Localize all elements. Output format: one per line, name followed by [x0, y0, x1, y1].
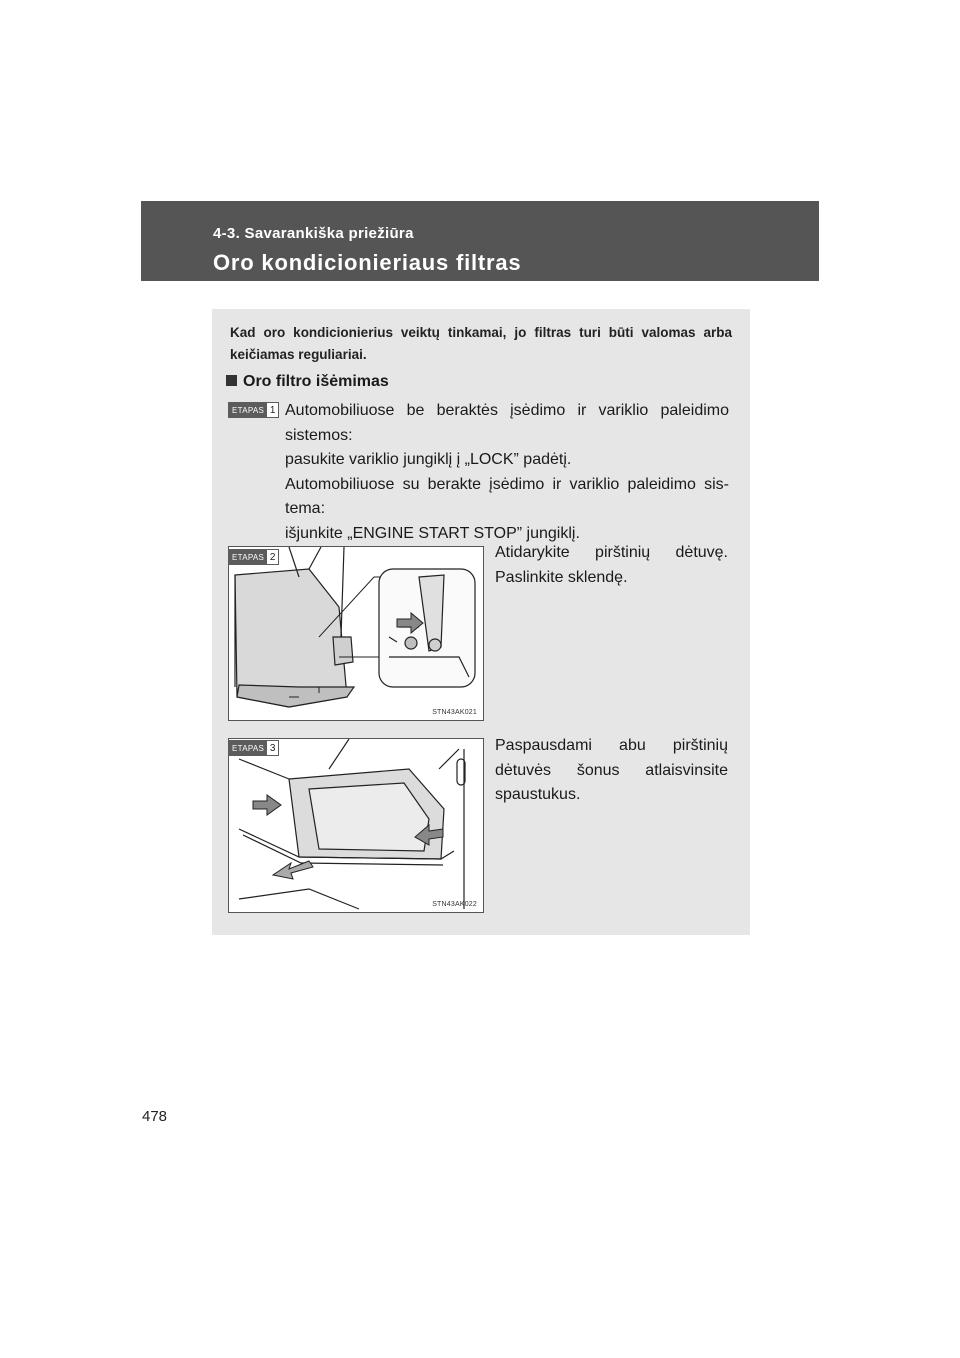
content-box — [212, 309, 750, 935]
step-2-text: Atidarykite pirštinių dėtuvę. Paslinkite sklendę. — [495, 544, 728, 586]
chapter-header — [141, 201, 819, 281]
step-word: ETAPAS — [232, 743, 265, 753]
subheading — [226, 373, 389, 391]
step-1-paragraph: išjunkite „ENGINE START STOP” jungiklį. — [285, 524, 580, 542]
step-3-badge — [228, 740, 279, 756]
section-label: 4-3. Savarankiška priežiūra — [213, 225, 414, 242]
page-number: 478 — [142, 1108, 168, 1125]
step-2-badge — [228, 549, 279, 565]
step-3-illustration — [228, 738, 484, 913]
image-code: STN43AK022 — [432, 901, 477, 908]
subheading-text: Oro filtro išėmimas — [243, 373, 389, 390]
step-word: ETAPAS — [232, 405, 265, 415]
step-1-badge — [228, 402, 279, 418]
press-left-arrow-icon — [253, 795, 281, 815]
step-1-paragraph: Automobiliuose su berakte įsėdimo ir variklio paleidimo sis-tema: — [285, 475, 729, 517]
image-code: STN43AK021 — [432, 709, 477, 716]
step-word: ETAPAS — [232, 552, 265, 562]
step-1-paragraph: Automobiliuose be beraktės įsėdimo ir variklio paleidimo sistemos: — [285, 402, 729, 444]
square-bullet-icon — [226, 375, 237, 386]
page-title: Oro kondicionieriaus filtras — [213, 250, 522, 275]
step-1-text — [285, 399, 729, 546]
step-1-paragraph: pasukite variklio jungiklį į „LOCK” padėtį. — [285, 451, 572, 468]
step-number: 1 — [267, 403, 278, 417]
intro-paragraph: Kad oro kondicionierius veiktų tinkamai, jo filtras turi būti valomas arba keičiamas reguliariai. — [230, 325, 732, 362]
glovebox-latch-drawing — [229, 547, 484, 721]
step-number: 2 — [267, 550, 278, 564]
pull-arrow-icon — [273, 861, 313, 879]
step-number: 3 — [267, 741, 278, 755]
step-3-text: Paspausdami abu pirštinių dėtuvės šonus atlaisvinsite spaustukus. — [495, 737, 728, 803]
glovebox-removal-drawing — [229, 739, 484, 913]
step-2-illustration — [228, 546, 484, 721]
